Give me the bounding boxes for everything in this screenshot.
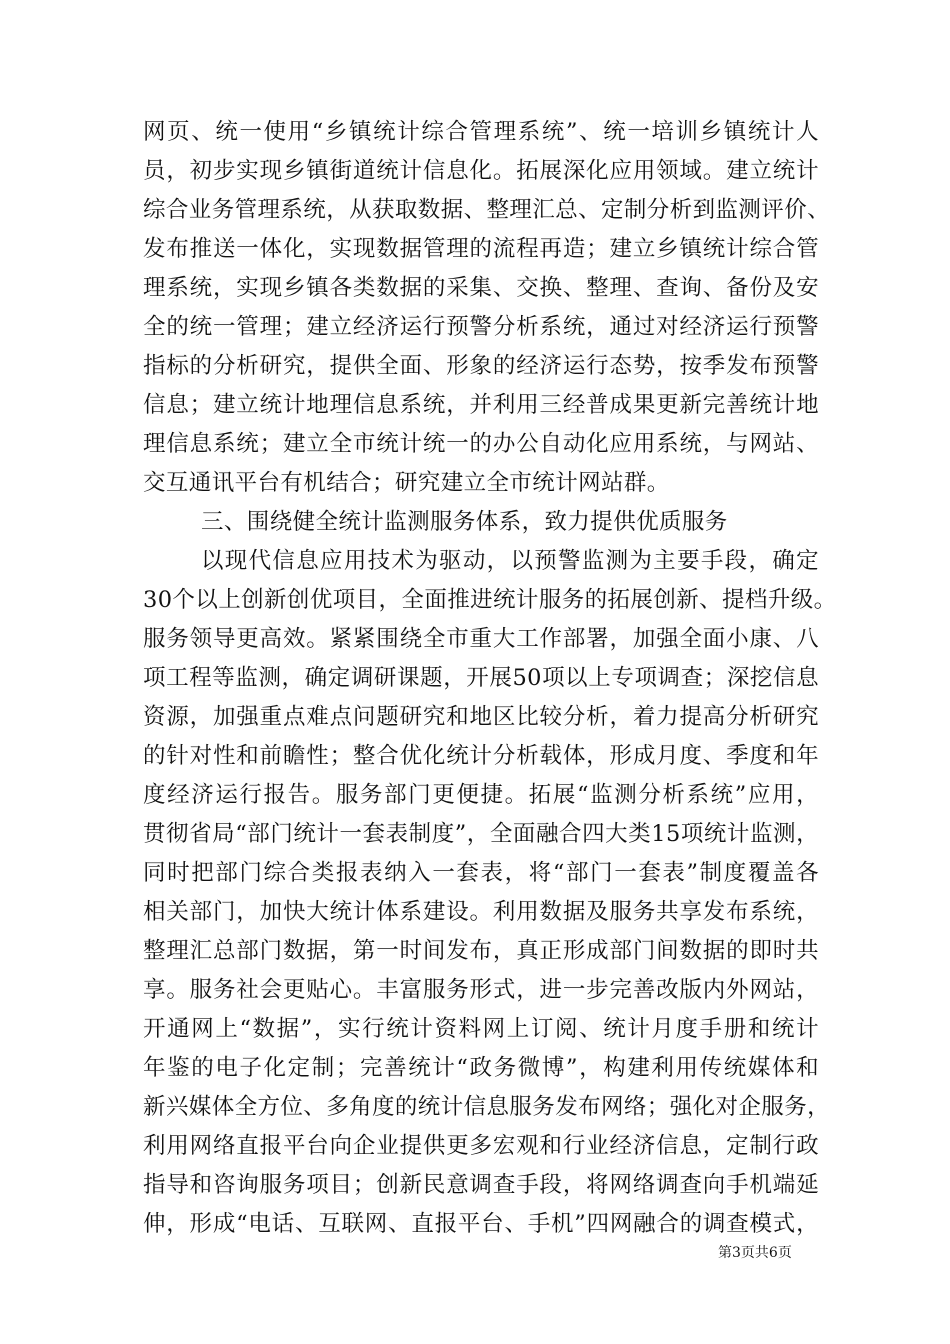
- text-line: 开通网上“数据”，实行统计资料网上订阅、统计月度手册和统计: [143, 1016, 819, 1042]
- text-line: 理系统，实现乡镇各类数据的采集、交换、整理、查询、备份及安: [143, 275, 819, 301]
- page-number: 第3页共6页: [718, 1245, 792, 1261]
- text-line: 指导和咨询服务项目；创新民意调查手段，将网络调查向手机端延: [143, 1172, 819, 1198]
- text-line: 交互通讯平台有机结合；研究建立全市统计网站群。: [143, 470, 670, 496]
- body-text: [143, 113, 837, 1244]
- text-line: 发布推送一体化，实现数据管理的流程再造；建立乡镇统计综合管: [143, 236, 819, 262]
- text-line: 项工程等监测，确定调研课题，开展50项以上专项调查；深挖信息: [143, 665, 819, 691]
- text-line: 利用网络直报平台向企业提供更多宏观和行业经济信息，定制行政: [143, 1133, 819, 1159]
- text-line: 年鉴的电子化定制；完善统计“政务微博”，构建利用传统媒体和: [143, 1055, 819, 1081]
- text-line: 的针对性和前瞻性；整合优化统计分析载体，形成月度、季度和年: [143, 743, 819, 769]
- text-line: 服务领导更高效。紧紧围绕全市重大工作部署，加强全面小康、八: [143, 626, 819, 652]
- text-line: 理信息系统；建立全市统计统一的办公自动化应用系统，与网站、: [143, 431, 819, 457]
- text-line: 资源，加强重点难点问题研究和地区比较分析，着力提高分析研究: [143, 704, 819, 730]
- text-line: 网页、统一使用“乡镇统计综合管理系统”、统一培训乡镇统计人: [143, 119, 819, 145]
- text-line: 员，初步实现乡镇街道统计信息化。拓展深化应用领域。建立统计: [143, 158, 819, 184]
- text-line: 伸，形成“电话、互联网、直报平台、手机”四网融合的调查模式，: [143, 1211, 819, 1237]
- text-line: 新兴媒体全方位、多角度的统计信息服务发布网络；强化对企服务，: [143, 1094, 831, 1120]
- text-line: 度经济运行报告。服务部门更便捷。拓展“监测分析系统”应用，: [143, 782, 819, 808]
- text-line: 同时把部门综合类报表纳入一套表，将“部门一套表”制度覆盖各: [143, 860, 819, 886]
- text-line: 享。服务社会更贴心。丰富服务形式，进一步完善改版内外网站，: [143, 977, 819, 1003]
- text-line: 贯彻省局“部门统计一套表制度”，全面融合四大类15项统计监测，: [143, 821, 819, 847]
- text-line: 综合业务管理系统，从获取数据、整理汇总、定制分析到监测评价、: [143, 197, 831, 223]
- text-line: 30个以上创新创优项目，全面推进统计服务的拓展创新、提档升级。: [143, 587, 837, 613]
- section-heading: 三、围绕健全统计监测服务体系，致力提供优质服务: [201, 509, 728, 535]
- paragraph-first-line: 以现代信息应用技术为驱动，以预警监测为主要手段，确定: [201, 548, 819, 574]
- text-line: 相关部门，加快大统计体系建设。利用数据及服务共享发布系统，: [143, 899, 819, 925]
- text-line: 指标的分析研究，提供全面、形象的经济运行态势，按季发布预警: [143, 353, 819, 379]
- text-line: 整理汇总部门数据，第一时间发布，真正形成部门间数据的即时共: [143, 938, 819, 964]
- text-line: 信息；建立统计地理信息系统，并利用三经普成果更新完善统计地: [143, 392, 819, 418]
- text-line: 全的统一管理；建立经济运行预警分析系统，通过对经济运行预警: [143, 314, 819, 340]
